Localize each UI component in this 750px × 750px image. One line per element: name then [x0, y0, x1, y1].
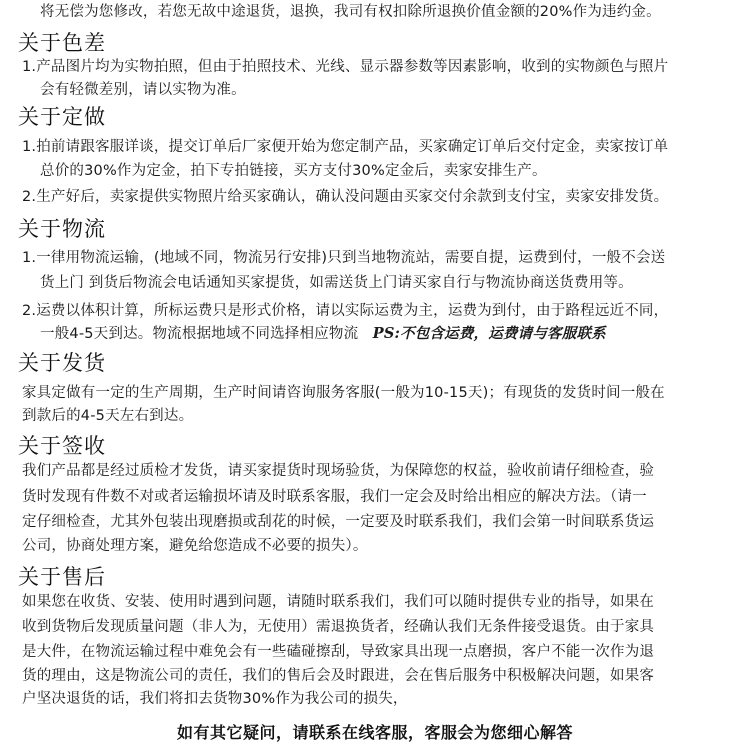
receipt-line-1: 我们产品都是经过质检才发货，请买家提货时现场验货，为保障您的权益，验收前请仔细检查，验 — [22, 463, 655, 479]
section-title-aftersale: 关于售后 — [18, 565, 106, 589]
aftersale-line-2: 收到货物后发现质量问题（非人为，无使用）需退换货者，经确认我们无条件接受退货。由于家具 — [22, 619, 655, 635]
receipt-line-3: 定仔细检查，尤其外包装出现磨损或刮花的时候，一定要及时联系我们，我们会第一时间联系货运 — [22, 514, 655, 530]
custom-line-1: 1.拍前请跟客服详谈，提交订单后厂家便开始为您定制产品，买家确定订单后交付定金，卖家按订单 — [22, 139, 669, 155]
aftersale-line-3: 是大件，在物流运输过程中难免会有一些磕碰擦刮，导致家具出现一点磨损，客户不能一次作为退 — [22, 644, 655, 660]
section-title-receipt: 关于签收 — [18, 434, 106, 458]
shipping-line-2: 到款后的4-5天左右到达。 — [22, 408, 194, 424]
ps-note: PS:不包含运费，运费请与客服联系 — [372, 325, 606, 342]
logistics-line-4 — [40, 324, 606, 344]
logistics-line-4-text: 一般4-5天到达。物流根据地域不同选择相应物流 — [40, 326, 359, 342]
section-title-custom: 关于定做 — [18, 105, 106, 129]
logistics-line-1: 1.一律用物流运输，(地域不同，物流另行安排)只到当地物流站，需要自提，运费到付，一般不会送 — [22, 250, 666, 266]
aftersale-line-1: 如果您在收货、安装、使用时遇到问题，请随时联系我们，我们可以随时提供专业的指导，如果在 — [22, 594, 655, 610]
section-title-shipping: 关于发货 — [18, 351, 106, 375]
logistics-line-3: 2.运费以体积计算，所标运费只是形式价格，请以实际运费为主，运费为到付，由于路程远近不同， — [22, 303, 669, 319]
shipping-line-1: 家具定做有一定的生产周期，生产时间请咨询服务客服(一般为10-15天)；有现货的发货时间一般在 — [22, 385, 665, 401]
color-line-2: 会有轻微差别，请以实物为准。 — [40, 82, 246, 98]
section-title-logistics: 关于物流 — [18, 217, 106, 241]
aftersale-line-5: 户坚决退货的话，我们将扣去货物30%作为我公司的损失， — [22, 691, 408, 707]
color-line-1: 1.产品图片均为实物拍照，但由于拍照技术、光线、显示器参数等因素影响，收到的实物颜色与照片 — [22, 59, 669, 75]
custom-line-3: 2.生产好后，卖家提供实物照片给买家确认，确认没问题由买家交付余款到支付宝，卖家安排发货。 — [22, 189, 669, 205]
top-line: 将无偿为您修改，若您无故中途退货，退换，我司有权扣除所退换价值金额的20%作为违约金。 — [40, 4, 661, 20]
custom-line-2: 总价的30%作为定金，拍下专拍链接，买方支付30%定金后，卖家安排生产。 — [40, 163, 547, 179]
footer-contact-note: 如有其它疑问，请联系在线客服，客服会为您细心解答 — [176, 723, 573, 742]
receipt-line-4: 公司，协商处理方案，避免给您造成不必要的损失）。 — [22, 538, 368, 554]
aftersale-line-4: 货的理由，这是物流公司的责任，我们的售后会及时跟进，会在售后服务中积极解决问题，如果客 — [22, 668, 655, 684]
receipt-line-2: 货时发现有件数不对或者运输损坏请及时联系客服，我们一定会及时给出相应的解决方法。（请一 — [22, 489, 647, 505]
section-title-color: 关于色差 — [18, 31, 106, 55]
logistics-line-2: 货上门 到货后物流会电话通知买家提货，如需送货上门请买家自行与物流协商送货费用等。 — [40, 275, 633, 291]
